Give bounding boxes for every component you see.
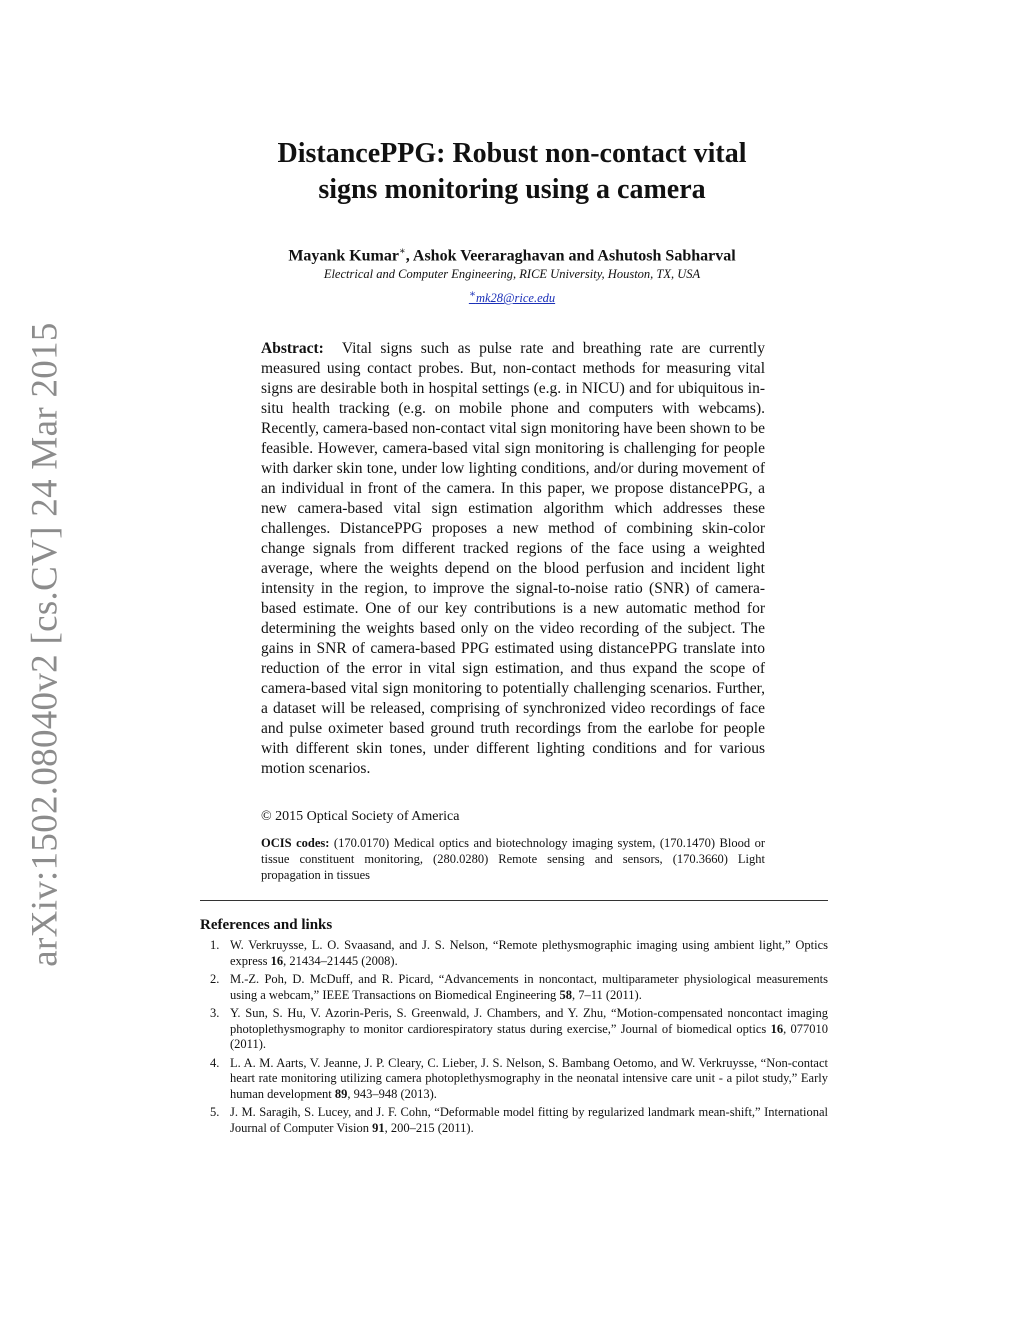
reference-text: J. M. Saragih, S. Lucey, and J. F. Cohn, “Deformable model fitting by regularized landmark mean-shift,” International Journal of Computer Vision [230, 1105, 828, 1135]
email-line [200, 287, 824, 306]
ocis-text: (170.0170) Medical optics and biotechnology imaging system, (170.1470) Blood or tissue constituent monitoring, (280.0280) Remote sensing and sensors, (170.3660) Light propagation in tissues [261, 836, 765, 882]
reference-item [200, 938, 828, 969]
reference-item [200, 972, 828, 1003]
affiliation: Electrical and Computer Engineering, RICE University, Houston, TX, USA [323, 267, 701, 281]
arxiv-sidebar [22, 321, 68, 967]
copyright-notice: © 2015 Optical Society of America [261, 809, 460, 824]
reference-text: M.-Z. Poh, D. McDuff, and R. Picard, “Advancements in noncontact, multiparameter physiological measurements using a webcam,” IEEE Transactions on Biomedical Engineering [230, 972, 828, 1002]
reference-number: 1. [210, 938, 220, 952]
email-link[interactable] [469, 291, 555, 305]
title-line-1: DistancePPG: Robust non-contact vital [277, 138, 747, 169]
corresponding-mark: ∗ [398, 246, 406, 257]
author-list [200, 242, 824, 266]
reference-item [200, 1105, 828, 1136]
reference-number: 4. [210, 1055, 220, 1070]
section-divider [200, 900, 828, 901]
reference-volume: 58 [559, 987, 572, 1002]
abstract-text: Vital signs such as pulse rate and breathing rate are currently measured using contact probes. But, non-contact methods for measuring vital signs are desirable both in hospital settings (e.g. in NICU) and for ubiquitous in-situ health tracking (e.g. on mobile phone and computers with webcams). Recently, camera-based non-contact vital sign monitoring have been shown to be feasible. However, camera-based vital sign monitoring is challenging for people with darker skin tone, under low lighting conditions, and/or during movement of an individual in front of the camera. In this paper, we propose distancePPG, a new camera-based vital sign estimation algorithm which addresses these challenges. DistancePPG proposes a new method of combining skin-color change signals from different tracked regions of the face using a weighted average, where the weights depend on the blood perfusion and incident light intensity in the region, to improve the signal-to-noise ratio (SNR) of camera-based estimate. One of our key contributions is a new automatic method for determining the weights based only on the video recording of the subject. The gains in SNR of camera-based PPG estimated using distancePPG translate into reduction of the error in vital sign estimation, and thus expand the scope of camera-based vital sign monitoring to potentially challenging scenarios. Further, a dataset will be released, comprising of synchronized video recordings of face and pulse oximeter based ground truth recordings from the earlobe for people with different skin tones, under different lighting conditions and for various motion scenarios. [261, 340, 765, 777]
reference-pages: , 200–215 (2011). [384, 1120, 474, 1135]
author-rest: , Ashok Veeraraghavan and Ashutosh Sabharval [405, 247, 736, 265]
title-line-2: signs monitoring using a camera [318, 174, 706, 205]
arxiv-identifier: arXiv:1502.08040v2 [cs.CV] 24 Mar 2015 [24, 321, 66, 967]
abstract [261, 339, 765, 779]
reference-text: L. A. M. Aarts, V. Jeanne, J. P. Cleary, C. Lieber, J. S. Nelson, S. Bambang Oetomo, and W. Verkruysse, “Non-contact heart rate monitoring utilizing camera photoplethysmography in the neonatal intensive care unit - a pilot study,” Early human development [230, 1055, 828, 1101]
reference-pages: , 21434–21445 (2008). [283, 953, 398, 968]
reference-volume: 91 [372, 1120, 385, 1135]
reference-text: W. Verkruysse, L. O. Svaasand, and J. S. Nelson, “Remote plethysmographic imaging using ambient light,” Optics express [230, 938, 828, 968]
reference-pages: , 077010 (2011). [230, 1021, 829, 1051]
references-heading: References and links [200, 917, 333, 933]
reference-number: 5. [210, 1105, 220, 1119]
reference-item [200, 1006, 828, 1053]
ocis-codes [261, 835, 765, 883]
reference-item [200, 1056, 828, 1103]
paper-title [200, 136, 824, 208]
email-address: mk28@rice.edu [475, 291, 556, 306]
abstract-label: Abstract: [261, 340, 324, 357]
ocis-label: OCIS codes: [261, 836, 330, 850]
reference-volume: 16 [770, 1021, 784, 1036]
reference-pages: , 7–11 (2011). [571, 987, 642, 1002]
reference-number: 2. [210, 972, 220, 986]
reference-pages: , 943–948 (2013). [347, 1086, 437, 1101]
reference-list [200, 938, 828, 1139]
reference-volume: 16 [270, 953, 284, 968]
reference-volume: 89 [334, 1086, 348, 1101]
reference-number: 3. [210, 1006, 220, 1020]
reference-text: Y. Sun, S. Hu, V. Azorin-Peris, S. Greenwald, J. Chambers, and Y. Zhu, “Motion-compensated noncontact imaging photoplethysmography to monitor cardiorespiratory status during exercise,” Journal of biomedical optics [230, 1006, 828, 1036]
author-first: Mayank Kumar [288, 247, 399, 265]
email-mark: ∗ [468, 289, 476, 300]
